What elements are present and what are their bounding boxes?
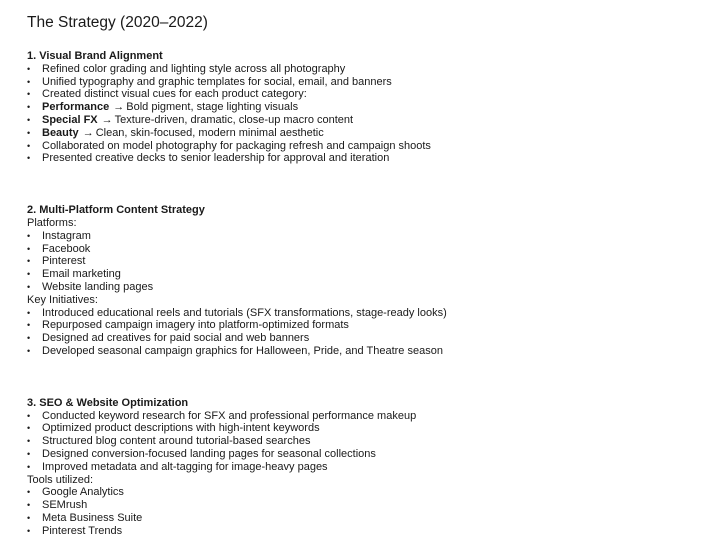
category-name: Beauty bbox=[42, 126, 79, 139]
list-item: • SEMrush bbox=[27, 499, 697, 512]
initiatives-label: Key Initiatives: bbox=[27, 293, 98, 306]
list-item: • Instagram bbox=[27, 230, 697, 243]
list-item: • Pinterest Trends bbox=[27, 525, 697, 538]
arrow-icon: → bbox=[82, 126, 94, 139]
arrow-icon: → bbox=[101, 113, 113, 126]
list-item: • Collaborated on model photography for packaging refresh and campaign shoots bbox=[27, 140, 697, 153]
list-item: • Presented creative decks to senior leadership for approval and iteration bbox=[27, 152, 697, 165]
list-item: • Structured blog content around tutorial-based searches bbox=[27, 435, 697, 448]
tools-list bbox=[27, 486, 697, 537]
list-item: • Repurposed campaign imagery into platform-optimized formats bbox=[27, 319, 697, 332]
list-item: • Designed conversion-focused landing pages for seasonal collections bbox=[27, 448, 697, 461]
category-name: Performance bbox=[42, 101, 110, 114]
section-heading: 3. SEO & Website Optimization bbox=[27, 396, 189, 409]
list-item: • Introduced educational reels and tutorials (SFX transformations, stage-ready looks) bbox=[27, 307, 697, 320]
section-visual-brand-alignment bbox=[27, 50, 697, 165]
tools-label: Tools utilized: bbox=[27, 473, 94, 486]
arrow-icon: → bbox=[113, 101, 125, 114]
list-item: • Meta Business Suite bbox=[27, 512, 697, 525]
section-heading: 1. Visual Brand Alignment bbox=[27, 50, 163, 62]
list-item: • Refined color grading and lighting style across all photography bbox=[27, 63, 697, 76]
bullet-list bbox=[27, 63, 697, 165]
bullet-list bbox=[27, 410, 697, 474]
list-item: • Email marketing bbox=[27, 268, 697, 281]
list-item: • Facebook bbox=[27, 243, 697, 256]
list-item: • Created distinct visual cues for each product category: bbox=[27, 88, 697, 101]
category-description: Texture-driven, dramatic, close-up macro content bbox=[114, 113, 354, 126]
list-item: • Optimized product descriptions with high-intent keywords bbox=[27, 422, 697, 435]
page-title: The Strategy (2020–2022) bbox=[27, 14, 208, 31]
document-page bbox=[27, 13, 697, 538]
list-item: • Developed seasonal campaign graphics for Halloween, Pride, and Theatre season bbox=[27, 345, 697, 358]
list-item: • Designed ad creatives for paid social and web banners bbox=[27, 332, 697, 345]
list-item: • Google Analytics bbox=[27, 486, 697, 499]
list-item: • Unified typography and graphic templates for social, email, and banners bbox=[27, 76, 697, 89]
initiatives-list bbox=[27, 307, 697, 358]
list-item-category bbox=[27, 101, 697, 114]
list-item: • Pinterest bbox=[27, 255, 697, 268]
category-name: Special FX bbox=[42, 113, 98, 126]
platforms-label: Platforms: bbox=[27, 216, 77, 229]
list-item: • Conducted keyword research for SFX and professional performance makeup bbox=[27, 410, 697, 423]
section-heading: 2. Multi-Platform Content Strategy bbox=[27, 204, 205, 217]
section-seo-website-optimization bbox=[27, 397, 697, 538]
section-multi-platform-content-strategy bbox=[27, 204, 697, 358]
category-description: Clean, skin-focused, modern minimal aesthetic bbox=[95, 126, 324, 139]
list-item: • Website landing pages bbox=[27, 281, 697, 294]
list-item-category bbox=[27, 127, 697, 140]
category-description: Bold pigment, stage lighting visuals bbox=[126, 101, 299, 114]
list-item: • Improved metadata and alt-tagging for image-heavy pages bbox=[27, 461, 697, 474]
list-item-category bbox=[27, 114, 697, 127]
platforms-list bbox=[27, 230, 697, 294]
